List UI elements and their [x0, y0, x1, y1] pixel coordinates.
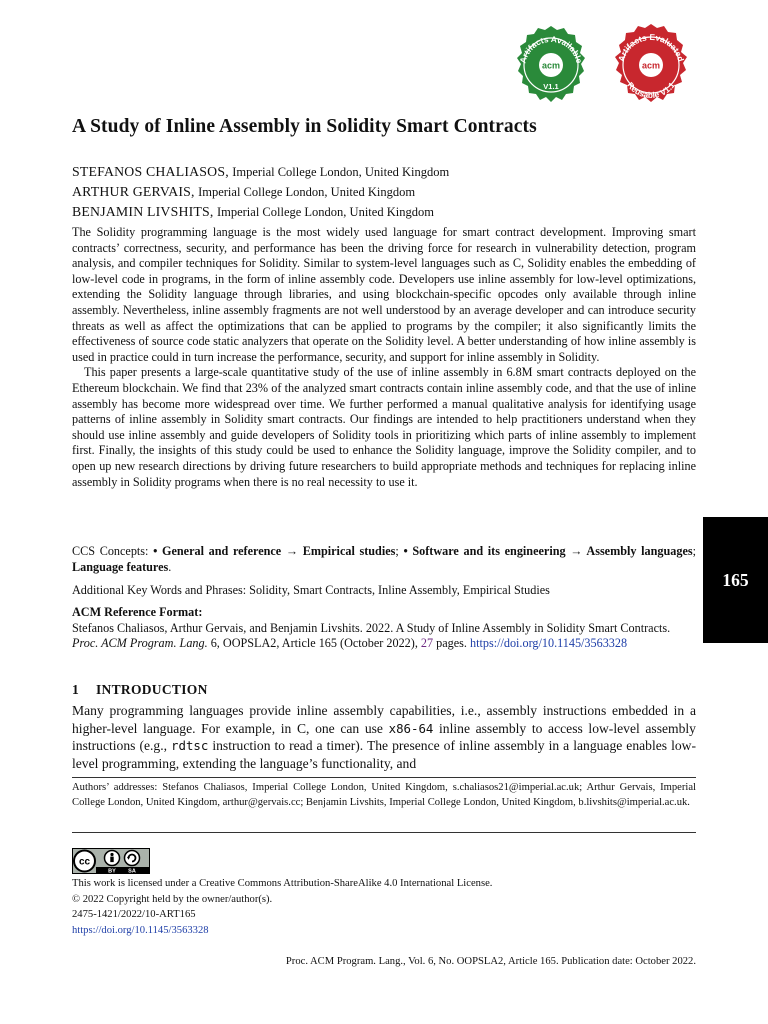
- introduction-paragraph: [72, 702, 696, 772]
- badge-evaluated-reusable: Reusable V1.1: [625, 80, 677, 101]
- intro-text-3: instruction to read a timer). The presence of inline assembly in a language enables low-level programming, extending the language’s functionality, and: [72, 738, 696, 771]
- license-doi-link[interactable]: https://doi.org/10.1145/3563328: [72, 924, 209, 936]
- abstract-paragraph-2: This paper presents a large-scale quantitative study of the use of inline assembly in 6.8M smart contracts deployed on the Ethereum blockchain. We find that 23% of the analyzed smart contracts contain inline assembly code, and that the use of inline assembly has become more widespread over time. We further performed a manual qualitative analysis for identifying usage patterns of inline assembly in Solidity smart contracts. Our findings are intended to help practitioners understand when they should use inline assembly and guide developers of Solidity tools in prioritizing which parts of inline assembly to implement first. Finally, the insights of this study could be used to enhance the Solidity language, improve the Solidity compiler, and to open up new research directions by driving future researchers to build appropriate methods and techniques for replacing inline assembly in Solidity programs when there is no real necessity to use it.: [72, 365, 696, 489]
- paper-title: A Study of Inline Assembly in Solidity Smart Contracts: [72, 116, 537, 137]
- footnote-divider: [72, 777, 696, 778]
- author-name: STEFANOS CHALIASOS,: [72, 164, 229, 179]
- intro-text-2: inline assembly to access low-level assembly instructions (e.g.,: [72, 720, 696, 754]
- author-name: ARTHUR GERVAIS,: [72, 184, 195, 199]
- section-number: 1: [72, 682, 80, 697]
- acm-reference: [72, 605, 696, 652]
- intro-code-2: rdtsc: [171, 738, 209, 754]
- cc-by-label: BY: [108, 868, 116, 874]
- author-affiliation: Imperial College London, United Kingdom: [198, 185, 416, 199]
- license-statement: This work is licensed under a Creative Commons Attribution-ShareAlike 4.0 International License.: [72, 878, 493, 889]
- keywords: Additional Key Words and Phrases: Solidity, Smart Contracts, Inline Assembly, Empirical Studies: [72, 583, 550, 597]
- ccs-concepts: CCS Concepts: • General and reference → Empirical studies; • Software and its engineering → Assembly languages; Language features.: [72, 544, 697, 574]
- acm-reference-details: 6, OOPSLA2, Article 165 (October 2022),: [210, 636, 418, 651]
- acm-reference-heading: ACM Reference Format:: [72, 605, 203, 619]
- badge-available-text: Artifacts Available: [517, 33, 585, 65]
- author-entry: [72, 162, 712, 182]
- ccs-concept-1: • General and reference → Empirical studies: [153, 544, 396, 558]
- creative-commons-by-sa-badge[interactable]: [72, 848, 150, 874]
- intro-text-1: Many programming languages provide inline assembly capabilities, i.e., assembly instructions embedded in a higher-level language. For example, in C, one can use: [72, 703, 696, 736]
- abstract: [72, 225, 696, 490]
- author-affiliation: Imperial College London, United Kingdom: [216, 205, 434, 219]
- article-number-tab: 165: [703, 517, 768, 643]
- badge-acm-logo: acm: [541, 60, 561, 71]
- section-title: INTRODUCTION: [96, 682, 208, 697]
- artifacts-evaluated-seal: [608, 23, 694, 109]
- artifacts-available-badge: [510, 25, 592, 107]
- badge-available-version: V1.1: [543, 82, 559, 91]
- copyright-line: © 2022 Copyright held by the owner/author(s).: [72, 893, 273, 905]
- ccs-concept-2: • Software and its engineering → Assembly languages: [403, 544, 693, 558]
- license-divider: [72, 832, 696, 833]
- acm-reference-journal: Proc. ACM Program. Lang.: [72, 636, 208, 651]
- section-heading: [72, 682, 696, 698]
- badge-evaluated-text: Artifacts Evaluated: [615, 31, 687, 63]
- license-block: [72, 876, 696, 938]
- acm-reference-authors: Stefanos Chaliasos, Arthur Gervais, and Benjamin Livshits. 2022. A Study of Inline Assembly in Solidity Smart Contracts.: [72, 620, 671, 635]
- author-list: [72, 162, 712, 222]
- acm-reference-body: [72, 621, 696, 652]
- page-footer: Proc. ACM Program. Lang., Vol. 6, No. OOPSLA2, Article 165. Publication date: October 2022.: [285, 956, 696, 967]
- badge-acm-logo-red: acm: [641, 60, 661, 71]
- artifacts-evaluated-badge: [608, 23, 694, 109]
- acm-reference-doi-link[interactable]: https://doi.org/10.1145/3563328: [470, 636, 628, 651]
- intro-code-1: x86-64: [388, 720, 434, 736]
- acm-reference-pages-link[interactable]: 27: [420, 636, 434, 651]
- author-entry: [72, 182, 712, 202]
- ccs-concept-3: Language features: [72, 560, 169, 574]
- issn-line: 2475-1421/2022/10-ART165: [72, 909, 196, 921]
- author-entry: [72, 202, 712, 222]
- abstract-paragraph-1: The Solidity programming language is the most widely used language for smart contract development. Improving smart contracts’ correctness, security, and performance has been the driving force for research in vulnerability detection, program analysis, and compiler techniques for Solidity. Similar to system-level languages such as C, Solidity enables the embedding of low-level code in programs, in the form of inline assembly code. Developers use inline assembly for low-level optimizations, extending the Solidity language through libraries, and using blockchain-specific opcodes only available through inline assembly. Nevertheless, inline assembly fragments are not well understood by an average developer and can introduce security threats as well as affect the optimizations that can be applied to programs by the compiler; it also significantly limits the effectiveness of source code static analyzers that operate on the Solidity level. A better understanding of how inline assembly is used in practice could in turn increase the performance, security, and support for inline assembly in Solidity.: [72, 225, 696, 364]
- authors-addresses-footnote: Authors’ addresses: Stefanos Chaliasos, Imperial College London, United Kingdom, s.chaliasos21@imperial.ac.uk; Arthur Gervais, Imperial College London, United Kingdom, arthur@gervais.cc; Benjamin Livshits, Imperial College London, United Kingdom, b.livshits@imperial.ac.uk.: [72, 782, 696, 808]
- author-affiliation: Imperial College London, United Kingdom: [232, 165, 450, 179]
- cc-by-sa-icon: [72, 848, 150, 874]
- ccs-label: CCS Concepts:: [72, 544, 149, 558]
- artifacts-available-seal: [510, 25, 592, 107]
- cc-sa-label: SA: [128, 868, 136, 874]
- acm-reference-pages-suffix: pages.: [436, 636, 467, 651]
- author-name: BENJAMIN LIVSHITS,: [72, 204, 214, 219]
- svg-text:cc: cc: [78, 856, 91, 868]
